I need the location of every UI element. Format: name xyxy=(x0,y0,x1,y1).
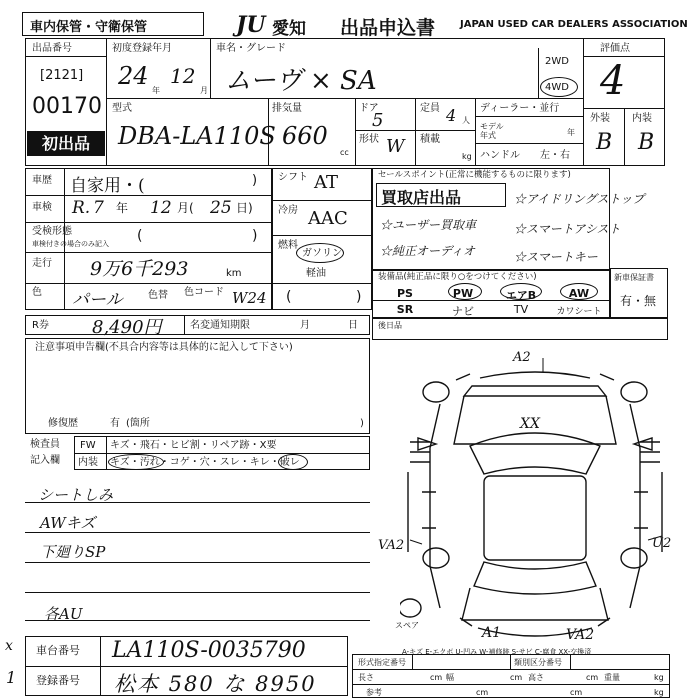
front-grille xyxy=(464,386,606,396)
score-value: 4 xyxy=(600,58,626,104)
interior-scratch-circle xyxy=(108,454,164,470)
damage-legend: A-キズ E-エクボ U-凹み W-補修跡 S-サビ C-腐食 XX-交換済 xyxy=(402,648,592,656)
doors-label: ドア xyxy=(359,103,379,114)
title-change-label: 名変通知期限 xyxy=(190,320,250,331)
recycle-value: 8,490円 xyxy=(92,317,162,338)
ju-logo: JU xyxy=(236,12,266,38)
handle-options: 左・右 xyxy=(540,150,570,161)
insp-day: 25 xyxy=(210,198,232,218)
title-change-month: 月 xyxy=(300,320,310,331)
warranty-options: 有・無 xyxy=(620,294,657,308)
fuel-gas: ガソリン xyxy=(302,248,342,259)
interior-value: B xyxy=(638,130,655,155)
title-change-day: 日 xyxy=(348,320,358,331)
note-au: 各AU xyxy=(44,605,83,623)
mileage-value: 9万6千293 xyxy=(90,258,189,280)
repair-value: 有 xyxy=(110,418,120,429)
equip-airbag-circle xyxy=(500,283,542,300)
roof xyxy=(484,476,586,560)
exterior-label: 外装 xyxy=(590,113,610,124)
inspector-label-top: 検査員 xyxy=(30,439,60,450)
repair-label: 修復歴 xyxy=(48,418,78,429)
right-door-handles xyxy=(634,492,648,528)
handle-label: ハンドル xyxy=(480,150,520,161)
note-seat-stain: シートしみ xyxy=(38,486,114,504)
recycle-label: R券 xyxy=(32,320,49,331)
lot-label: 出品番号 xyxy=(32,43,72,54)
tire-rear-left xyxy=(423,548,449,568)
received-sub: 車検付きの場合のみ記入 xyxy=(32,240,109,248)
right-front-fender xyxy=(640,442,660,462)
bracket-code: [2121] xyxy=(40,68,84,83)
sales-point-5: ☆スマートキー xyxy=(514,250,598,264)
shape-value: W xyxy=(386,136,405,157)
insp-month: 12 xyxy=(150,198,172,218)
sales-point-4: ☆純正オーディオ xyxy=(380,244,476,258)
cooler-value: AAC xyxy=(308,208,348,229)
form-title: 出品申込書 xyxy=(340,17,436,39)
class-label: 類別区分番号 xyxy=(514,658,562,667)
tire-front-right xyxy=(621,382,647,402)
first-listing-badge: 初出品 xyxy=(27,131,105,156)
inspection-label: 車検 xyxy=(32,202,52,213)
ref-kg: kg xyxy=(654,688,664,697)
drive-2wd: 2WD xyxy=(545,56,569,67)
width-label: 幅 xyxy=(446,673,454,682)
weight-label: 重量 xyxy=(604,673,620,682)
interior-insp-items: キズ・汚れ・コゲ・穴・スレ・キレ・破レ xyxy=(110,457,300,468)
fuel-diesel: 軽油 xyxy=(306,268,326,279)
sales-point-3: ☆スマートアシスト xyxy=(514,222,621,236)
org-name: 愛知 xyxy=(272,19,306,39)
equip-airbag: エアB xyxy=(505,289,537,302)
height-label: 高さ xyxy=(528,673,544,682)
drive-4wd-circle xyxy=(540,77,578,97)
displacement-unit: cc xyxy=(340,148,349,157)
spare-label: スペア xyxy=(395,621,419,630)
insp-month-unit: 月( xyxy=(177,201,194,215)
mileage-unit: km xyxy=(226,268,242,279)
equip-pw: PW xyxy=(452,287,474,300)
mark-front-a2: A2 xyxy=(513,350,531,365)
shape-label: 形状 xyxy=(359,134,379,145)
later-item-row xyxy=(372,318,668,340)
interior-insp-label: 内装 xyxy=(78,457,98,468)
use-close: ) xyxy=(252,173,258,188)
interior-wear-circle xyxy=(278,454,308,470)
rear-hatch xyxy=(462,588,608,620)
year-value: 24 xyxy=(118,62,149,90)
equip-aw-circle xyxy=(560,283,598,300)
ref-cm-2: cm xyxy=(570,688,583,697)
received-paren-close: ) xyxy=(252,228,258,244)
first-reg-label: 初度登録年月 xyxy=(112,43,172,54)
spare-tire xyxy=(400,599,421,617)
ref-cm-1: cm xyxy=(476,688,489,697)
sales-headline: 買取店出品 xyxy=(381,188,462,207)
repair-paren: (箇所 xyxy=(126,418,150,429)
model-value: DBA-LA110S xyxy=(118,122,276,150)
front-bumper xyxy=(480,372,590,378)
car-damage-diagram xyxy=(400,352,670,652)
capacity-label: 定員 xyxy=(420,103,440,114)
year-unit: 年 xyxy=(152,86,160,95)
equip-pw-circle xyxy=(448,283,482,300)
chassis-value: LA110S-0035790 xyxy=(112,638,306,663)
mark-rear-va2: VA2 xyxy=(566,627,595,643)
drive-4wd: 4WD xyxy=(545,82,569,93)
fuel-paren-open: ( xyxy=(286,289,292,305)
note-undercarriage: 下廻りSP xyxy=(40,543,106,561)
displacement-value: 660 xyxy=(282,122,328,150)
color-code-label: 色コード xyxy=(184,287,224,298)
length-unit: cm xyxy=(430,673,443,682)
insp-era: R. xyxy=(72,198,91,218)
right-body-line xyxy=(630,404,640,608)
equip-navi: ナビ xyxy=(452,305,474,318)
left-body-line xyxy=(430,404,440,608)
insp-year: 7 xyxy=(93,198,104,218)
fuel-paren-close: ) xyxy=(356,289,362,305)
received-label: 受検形態 xyxy=(32,226,72,237)
width-unit: cm xyxy=(510,673,523,682)
equip-tv: TV xyxy=(513,303,529,316)
repair-close: ) xyxy=(360,418,364,429)
shift-label: シフト xyxy=(278,172,308,183)
model-year-label: モデル年式 xyxy=(480,122,504,140)
length-label: 長さ xyxy=(358,673,374,682)
equipment-label: 装備品(純正品に限り○をつけてください) xyxy=(378,272,537,282)
headlights xyxy=(456,374,614,380)
height-unit: cm xyxy=(586,673,599,682)
note-aw-scratch: AWキズ xyxy=(40,514,96,532)
rear-window xyxy=(474,562,596,594)
notes-label: 注意事項申告欄(不具合内容等は具体的に記入して下さい) xyxy=(35,342,293,353)
sales-point-2: ☆ユーザー買取車 xyxy=(380,218,477,232)
doors-value: 5 xyxy=(372,110,384,131)
equip-aw: AW xyxy=(568,287,590,300)
exterior-value: B xyxy=(596,130,613,155)
name-value: ムーヴ × SA xyxy=(225,66,377,96)
plate-value: 松本 580 な 8950 xyxy=(114,672,317,696)
score-label: 評価点 xyxy=(600,43,630,54)
equip-ps: PS xyxy=(397,287,413,300)
capacity-unit: 人 xyxy=(462,116,470,125)
mark-left-va2: VA2 xyxy=(378,538,405,553)
windshield xyxy=(470,433,600,474)
right-mirror xyxy=(634,438,652,450)
mileage-label: 走行 xyxy=(32,258,52,269)
use-label: 車歴 xyxy=(32,175,52,186)
color-value: パール xyxy=(72,290,123,310)
margin-one: 1 xyxy=(6,668,17,687)
left-door-handles xyxy=(422,492,436,528)
type-cert-label: 形式指定番号 xyxy=(358,658,406,667)
month-value: 12 xyxy=(170,64,196,88)
received-paren-open: ( xyxy=(137,228,143,244)
dealer-label: ディーラー・並行 xyxy=(480,103,560,114)
left-mark-pointer xyxy=(410,540,422,544)
insp-day-unit: 日) xyxy=(236,201,253,215)
use-value: 自家用・( xyxy=(70,176,145,196)
name-label: 車名・グレード xyxy=(216,43,286,54)
later-item-label: 後日品 xyxy=(378,321,402,330)
capacity-value: 4 xyxy=(446,106,457,125)
fw-items: キズ・飛石・ヒビ割・リペア跡・X要 xyxy=(110,440,277,451)
mark-roof-xx: XX xyxy=(520,416,540,432)
insp-year-unit: 年 xyxy=(116,201,129,215)
margin-x: x xyxy=(5,638,13,654)
cooler-label: 冷房 xyxy=(278,205,298,216)
left-front-fender xyxy=(410,442,430,462)
equip-sr: SR xyxy=(396,303,414,316)
month-unit: 月 xyxy=(200,86,208,95)
chassis-label: 車台番号 xyxy=(36,644,80,657)
warranty-label: 新車保証書 xyxy=(614,273,654,282)
color-change-label: 色替 xyxy=(148,290,168,301)
load-unit: kg xyxy=(462,152,472,161)
load-label: 積載 xyxy=(420,134,440,145)
mark-rear-a1: A1 xyxy=(482,625,502,641)
plate-label: 登録番号 xyxy=(36,674,80,687)
model-label: 型式 xyxy=(112,103,132,114)
displacement-label: 排気量 xyxy=(272,103,302,114)
storage-label: 車内保管・守衛保管 xyxy=(30,20,148,35)
lot-number: 00170 xyxy=(32,94,102,119)
equip-leather: カワシート xyxy=(556,307,602,317)
association-name: JAPAN USED CAR DEALERS ASSOCIATION xyxy=(460,19,688,30)
note-ref-label: 参考 xyxy=(366,688,382,697)
sales-points-label: セールスポイント(正常に機能するものに限ります) xyxy=(378,170,571,180)
color-code-value: W24 xyxy=(232,289,267,307)
fuel-label: 燃料 xyxy=(278,240,298,251)
shift-value: AT xyxy=(314,172,339,193)
tire-rear-right xyxy=(621,548,647,568)
weight-unit: kg xyxy=(654,673,664,682)
mark-right-u2: U2 xyxy=(652,536,672,551)
interior-label: 内装 xyxy=(632,113,652,124)
sales-point-1: ☆アイドリングストップ xyxy=(514,192,645,206)
fw-label: FW xyxy=(80,440,96,451)
model-year-mark: 年 xyxy=(567,128,575,137)
color-label: 色 xyxy=(32,287,42,298)
inspector-label-bottom: 記入欄 xyxy=(30,455,60,466)
tire-front-left xyxy=(423,382,449,402)
left-mirror xyxy=(418,438,436,450)
